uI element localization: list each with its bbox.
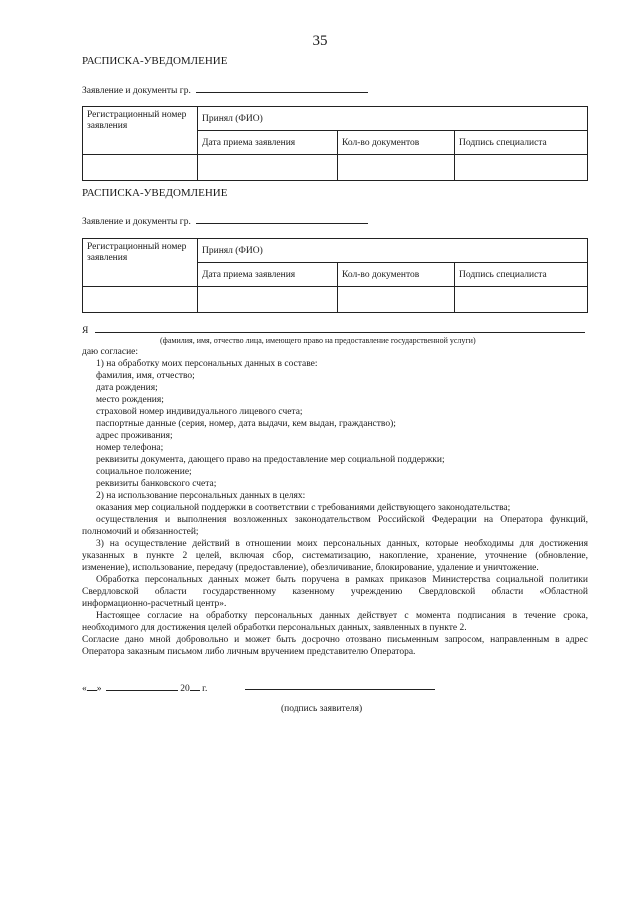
- purpose-2-line-1: осуществления и выполнения возложенных законодательством Российской Федерации на Оператора функций,: [96, 515, 588, 525]
- validity-para-line-2: необходимого для достижения целей обработки персональных данных, заявленных в пункте 2.: [82, 623, 467, 633]
- doc-count-cell[interactable]: [338, 155, 455, 181]
- revocation-para-line-2: Оператора заказным письмом либо личным вручением представителю Оператора.: [82, 647, 416, 657]
- reg-number-header: Регистрационный номер заявления: [83, 107, 198, 155]
- receipt-title: РАСПИСКА-УВЕДОМЛЕНИЕ: [82, 187, 228, 199]
- year-prefix: 20: [180, 684, 190, 694]
- consent-item-3-line-3: изменение), использование, передачу (предоставление), обезличивание, блокирование, удаление и уничтожение.: [82, 563, 539, 573]
- consenter-name-field[interactable]: [95, 322, 585, 333]
- signature-caption: (подпись заявителя): [281, 704, 363, 714]
- date-line: [82, 680, 207, 694]
- operator-para-line-1: Обработка персональных данных может быть поручена в рамках приказов Министерства социальной политики: [96, 575, 588, 585]
- doc-count-header: Кол-во документов: [338, 263, 455, 287]
- reg-number-cell[interactable]: [83, 287, 198, 313]
- data-item: дата рождения;: [96, 383, 158, 393]
- reg-number-header: Регистрационный номер заявления: [83, 239, 198, 287]
- doc-count-cell[interactable]: [338, 287, 455, 313]
- applicant-label: Заявление и документы гр.: [82, 217, 191, 227]
- data-item: фамилия, имя, отчество;: [96, 371, 195, 381]
- received-by-header: Принял (ФИО): [198, 107, 588, 131]
- consent-intro: даю согласие:: [82, 347, 139, 357]
- date-cell[interactable]: [198, 155, 338, 181]
- applicant-line: [82, 213, 368, 227]
- applicant-name-field[interactable]: [196, 213, 368, 224]
- receipt-title: РАСПИСКА-УВЕДОМЛЕНИЕ: [82, 55, 228, 67]
- date-cell[interactable]: [198, 287, 338, 313]
- data-item: реквизиты документа, дающего право на предоставление мер социальной поддержки;: [96, 455, 445, 465]
- signature-header: Подпись специалиста: [455, 263, 588, 287]
- date-header: Дата приема заявления: [198, 131, 338, 155]
- year-field[interactable]: [190, 680, 200, 691]
- receipt-table: [82, 238, 588, 313]
- ya-label: Я: [82, 326, 89, 336]
- signature-cell[interactable]: [455, 287, 588, 313]
- data-item: социальное положение;: [96, 467, 192, 477]
- month-field[interactable]: [106, 680, 178, 691]
- doc-count-header: Кол-во документов: [338, 131, 455, 155]
- receipt-table: [82, 106, 588, 181]
- signature-cell[interactable]: [455, 155, 588, 181]
- consent-name-line: [82, 322, 585, 336]
- date-header: Дата приема заявления: [198, 263, 338, 287]
- reg-number-cell[interactable]: [83, 155, 198, 181]
- date-close-quote: »: [96, 684, 102, 694]
- operator-para-line-3: информационно-расчетный центр».: [82, 599, 227, 609]
- validity-para-line-1: Настоящее согласие на обработку персональных данных действует с момента подписания в течение срока,: [96, 611, 588, 621]
- data-item: реквизиты банковского счета;: [96, 479, 217, 489]
- signature-field[interactable]: [245, 680, 435, 690]
- consent-item-2: 2) на использование персональных данных в целях:: [96, 491, 306, 501]
- revocation-para-line-1: Согласие дано мной добровольно и может быть досрочно отозвано письменным запросом, направленным в адрес: [82, 635, 588, 645]
- year-suffix: г.: [202, 684, 208, 694]
- data-item: паспортные данные (серия, номер, дата выдачи, кем выдан, гражданство);: [96, 419, 396, 429]
- purpose-2-line-2: полномочий и обязанностей;: [82, 527, 199, 537]
- consent-item-3-line-2: указанных в пункте 2 целей, включая сбор, систематизацию, накопление, хранение, уточнение (обновление,: [82, 551, 588, 561]
- purpose-1: оказания мер социальной поддержки в соответствии с требованиями действующего законодательства;: [96, 503, 511, 513]
- name-caption: (фамилия, имя, отчество лица, имеющего право на предоставление государственной услуги): [160, 336, 476, 345]
- data-item: место рождения;: [96, 395, 164, 405]
- consent-body: [82, 346, 588, 658]
- applicant-name-field[interactable]: [196, 82, 368, 93]
- applicant-label: Заявление и документы гр.: [82, 86, 191, 96]
- date-open-quote: «: [82, 684, 87, 694]
- day-field[interactable]: [87, 680, 97, 691]
- data-item: номер телефона;: [96, 443, 164, 453]
- consent-item-1: 1) на обработку моих персональных данных в составе:: [96, 359, 318, 369]
- data-item: страховой номер индивидуального лицевого счета;: [96, 407, 303, 417]
- applicant-line: [82, 82, 368, 96]
- data-item: адрес проживания;: [96, 431, 173, 441]
- operator-para-line-2: Свердловской области государственному казенному учреждению Свердловской области «Областной: [82, 587, 588, 597]
- consent-item-3-line-1: 3) на осуществление действий в отношении моих персональных данных, которые необходимы для достижения: [96, 539, 588, 549]
- received-by-header: Принял (ФИО): [198, 239, 588, 263]
- signature-header: Подпись специалиста: [455, 131, 588, 155]
- page-number: 35: [312, 33, 328, 49]
